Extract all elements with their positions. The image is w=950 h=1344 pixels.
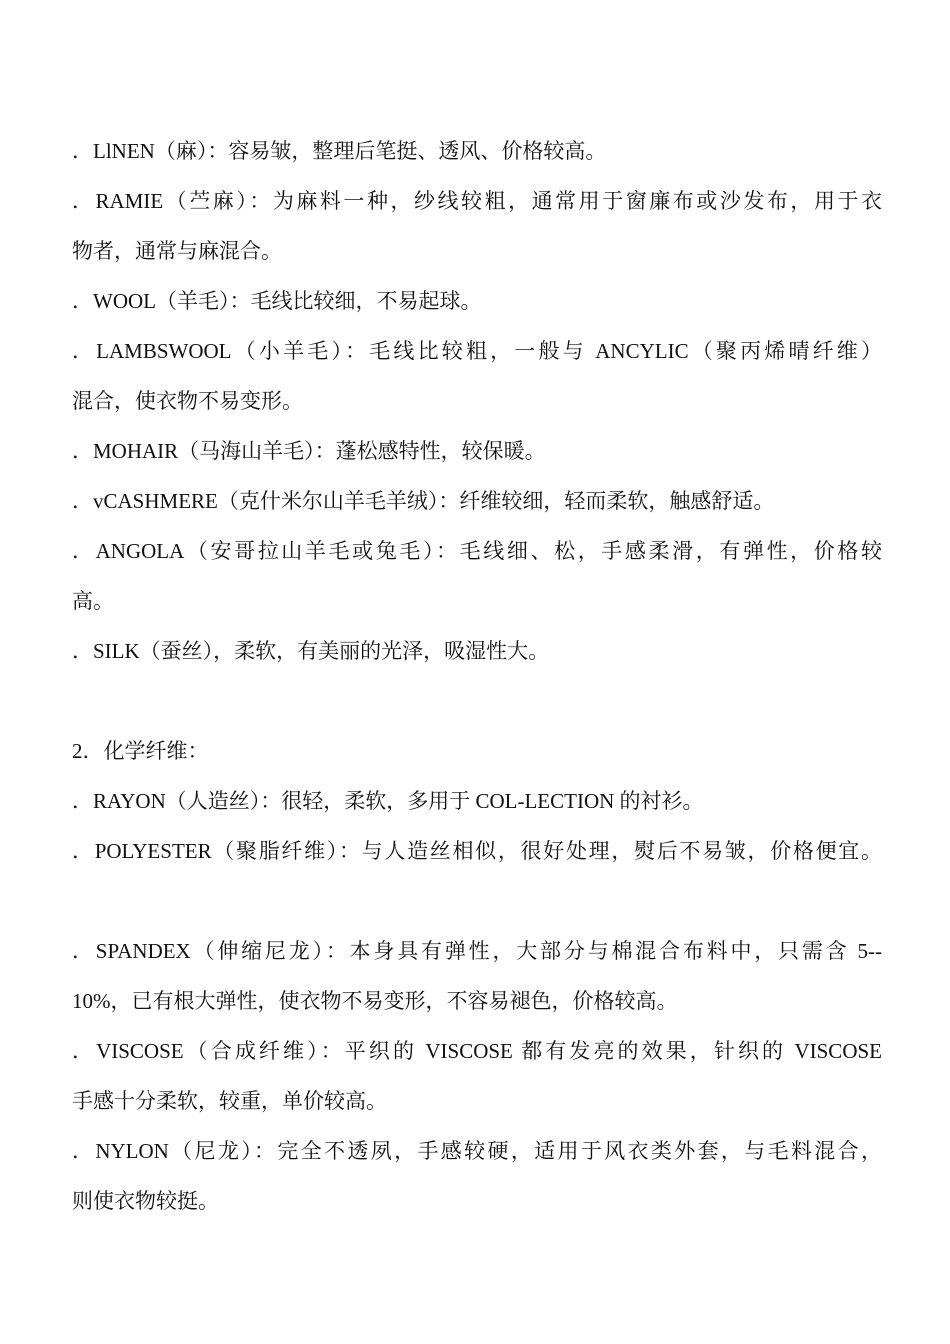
text-line-mohair: ．MOHAIR（马海山羊毛）：蓬松感特性，较保暖。: [72, 439, 546, 463]
text-line-spandex: ．SPANDEX（伸缩尼龙）：本身具有弹性，大部分与棉混合布料中，只需含 5--: [72, 939, 882, 963]
text-line-linen: ．LlNEN（麻）：容易皱，整理后笔挺、透风、价格较高。: [72, 139, 607, 163]
text-line-wool: ．WOOL（羊毛）：毛线比较细，不易起球。: [72, 289, 482, 313]
text-line-lambswool: ．LAMBSWOOL（小羊毛）：毛线比较粗，一般与 ANCYLIC（聚丙烯晴纤维）: [72, 339, 882, 363]
blank-line: [72, 876, 882, 926]
text-line-ramie: ．RAMIE（苎麻）：为麻料一种，纱线较粗，通常用于窗廉布或沙发布，用于衣: [72, 189, 882, 213]
text-line-cashmere: ．vCASHMERE（克什米尔山羊毛羊绒）：纤维较细，轻而柔软，触感舒适。: [72, 489, 775, 513]
text-line-ramie-cont: 物者，通常与麻混合。: [72, 239, 282, 263]
document-body: [72, 126, 882, 1226]
text-line-angola: ．ANGOLA（安哥拉山羊毛或兔毛）：毛线细、松，手感柔滑，有弹性，价格较: [72, 539, 882, 563]
text-line-angola-cont: 高。: [72, 589, 114, 613]
blank-line: [72, 676, 882, 726]
text-line-silk: ．SILK（蚕丝），柔软，有美丽的光泽，吸湿性大。: [72, 639, 550, 663]
text-line-viscose-cont: 手感十分柔软，较重，单价较高。: [72, 1089, 387, 1113]
text-line-viscose: ．VISCOSE（合成纤维）：平织的 VISCOSE 都有发亮的效果，针织的 VISCOSE: [72, 1039, 882, 1063]
text-line-polyester: ．POLYESTER（聚脂纤维）：与人造丝相似，很好处理，熨后不易皱，价格便宜。: [72, 839, 882, 863]
text-line-nylon-cont: 则使衣物较挺。: [72, 1189, 219, 1213]
section-heading-chemical-fiber: 2．化学纤维：: [72, 739, 209, 763]
text-line-nylon: ．NYLON（尼龙）：完全不透夙，手感较硬，适用于风衣类外套，与毛料混合，: [72, 1139, 882, 1163]
text-line-spandex-cont: 10%，已有根大弹性，使衣物不易变形，不容易褪色，价格较高。: [72, 989, 678, 1013]
text-line-rayon: ．RAYON（人造丝）：很轻，柔软，多用于 COL-LECTION 的衬衫。: [72, 789, 704, 813]
text-line-lambswool-cont: 混合，使衣物不易变形。: [72, 389, 303, 413]
